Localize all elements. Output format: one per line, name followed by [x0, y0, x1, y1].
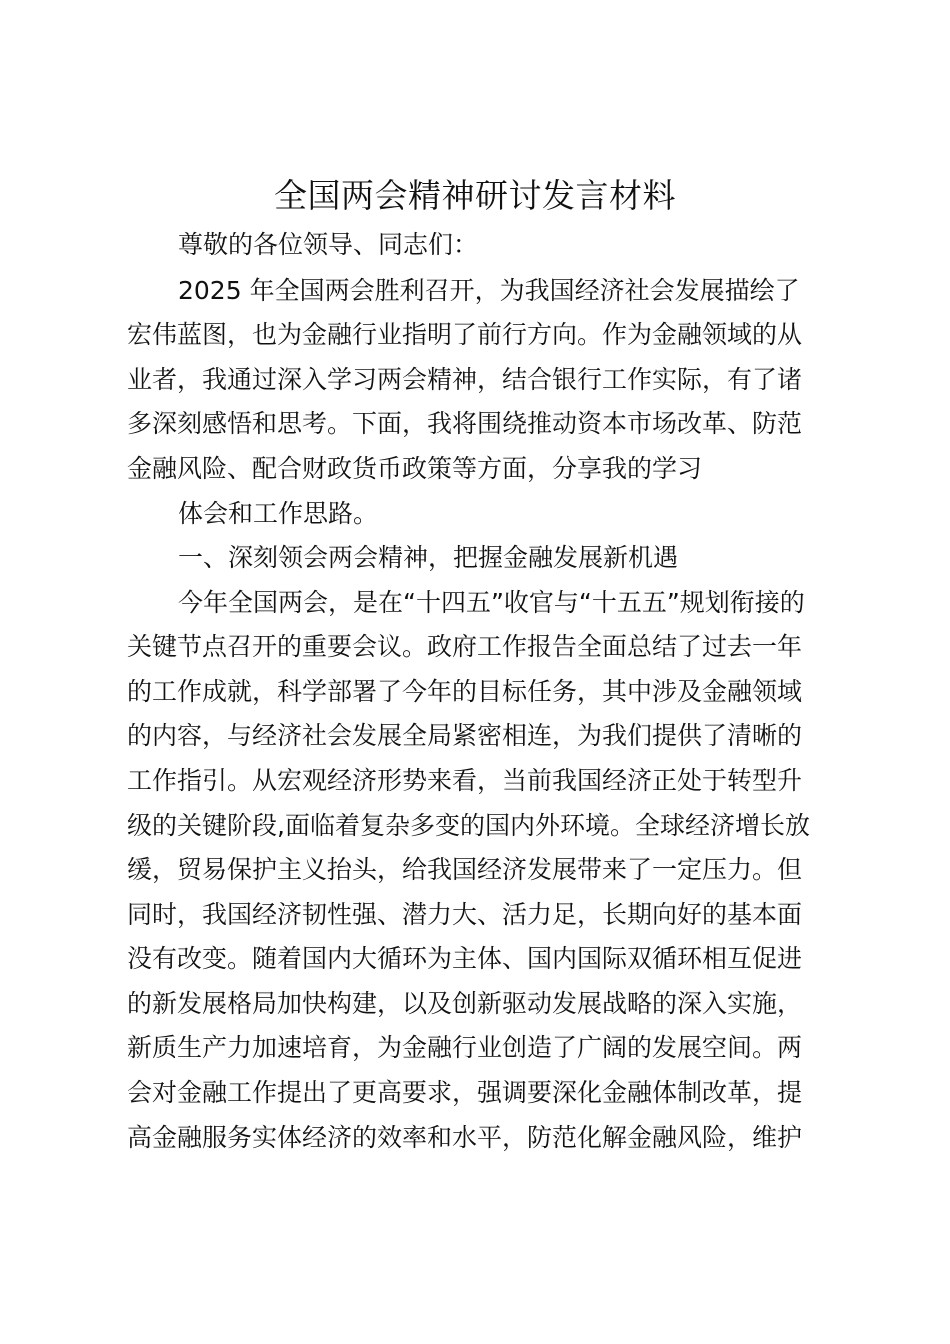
paragraph-line: 的内容，与经济社会发展全局紧密相连，为我们提供了清晰的 [127, 721, 803, 750]
paragraph-line: 关键节点召开的重要会议。政府工作报告全面总结了过去一年 [127, 632, 803, 661]
paragraph-line: 业者，我通过深入学习两会精神，结合银行工作实际，有了诸 [127, 365, 803, 394]
paragraph-line: 的工作成就，科学部署了今年的目标任务，其中涉及金融领域 [127, 677, 803, 706]
section-heading: 一、深刻领会两会精神，把握金融发展新机遇 [178, 543, 679, 572]
paragraph-line: 金融风险、配合财政货币政策等方面，分享我的学习 [127, 454, 703, 483]
paragraph-line: 多深刻感悟和思考。下面，我将围绕推动资本市场改革、防范 [127, 409, 803, 438]
salutation: 尊敬的各位领导、同志们： [178, 230, 479, 259]
paragraph-line: 今年全国两会，是在“十四五”收官与“十五五”规划衔接的 [178, 588, 805, 617]
paragraph-line: 体会和工作思路。 [178, 499, 379, 528]
paragraph-line: 2025 年全国两会胜利召开，为我国经济社会发展描绘了 [178, 276, 800, 305]
paragraph-line: 缓，贸易保护主义抬头，给我国经济发展带来了一定压力。但 [127, 855, 803, 884]
paragraph-line: 工作指引。从宏观经济形势来看，当前我国经济正处于转型升 [127, 766, 803, 795]
paragraph-line: 宏伟蓝图，也为金融行业指明了前行方向。作为金融领域的从 [127, 320, 803, 349]
paragraph-line: 新质生产力加速培育，为金融行业创造了广阔的发展空间。两 [127, 1033, 803, 1062]
document-title: 全国两会精神研讨发言材料 [274, 176, 676, 215]
paragraph-line: 会对金融工作提出了更高要求，强调要深化金融体制改革，提 [127, 1078, 803, 1107]
paragraph-line: 没有改变。随着国内大循环为主体、国内国际双循环相互促进 [127, 944, 803, 973]
paragraph-line: 同时，我国经济韧性强、潜力大、活力足，长期向好的基本面 [127, 900, 803, 929]
paragraph-line: 级的关键阶段,面临着复杂多变的国内外环境。全球经济增长放 [127, 811, 810, 840]
paragraph-line: 高金融服务实体经济的效率和水平，防范化解金融风险，维护 [127, 1123, 803, 1152]
paragraph-line: 的新发展格局加快构建，以及创新驱动发展战略的深入实施， [127, 989, 803, 1018]
